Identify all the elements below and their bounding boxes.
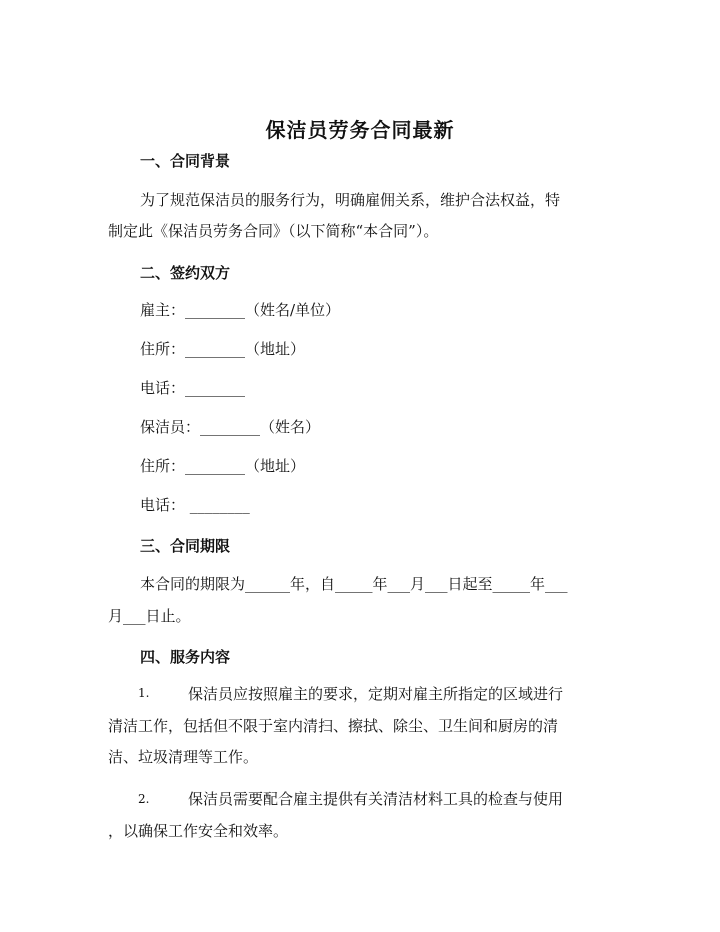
service-item-1-number: 1. (138, 686, 150, 700)
service-item-1-line-1: 保洁员应按照雇主的要求，定期对雇主所指定的区域进行 (188, 685, 564, 703)
section-heading-parties: 二、签约双方 (140, 264, 231, 282)
service-item-2-line-2: ，以确保工作安全和效率。 (108, 822, 289, 840)
service-item-1-line-3: 洁、垃圾清理等工作。 (108, 748, 259, 766)
section-heading-background: 一、合同背景 (140, 152, 231, 170)
employer-phone-line: 电话：________ (140, 379, 246, 397)
background-paragraph-line-1: 为了规范保洁员的服务行为，明确雇佣关系，维护合法权益，特 (140, 191, 561, 209)
service-item-1-line-2: 清洁工作，包括但不限于室内清扫、擦拭、除尘、卫生间和厨房的清 (108, 717, 559, 735)
background-paragraph-line-2: 制定此《保洁员劳务合同》（以下简称“本合同”）。 (108, 222, 439, 240)
term-paragraph-line-2: 月___日止。 (108, 607, 191, 625)
document-title: 保洁员劳务合同最新 (265, 118, 455, 142)
cleaner-phone-line: 电话： ________ (140, 496, 250, 514)
service-item-2-line-1: 保洁员需要配合雇主提供有关清洁材料工具的检查与使用 (188, 790, 564, 808)
service-item-2-number: 2. (138, 792, 150, 806)
employer-address-line: 住所：________（地址） (140, 340, 306, 358)
cleaner-name-line: 保洁员：________（姓名） (140, 418, 321, 436)
employer-name-line: 雇主：________（姓名/单位） (140, 301, 341, 319)
section-heading-term: 三、合同期限 (140, 537, 231, 555)
cleaner-address-line: 住所：________（地址） (140, 457, 306, 475)
section-heading-services: 四、服务内容 (140, 648, 231, 666)
term-paragraph-line-1: 本合同的期限为______年，自_____年___月___日起至_____年___ (140, 575, 568, 593)
